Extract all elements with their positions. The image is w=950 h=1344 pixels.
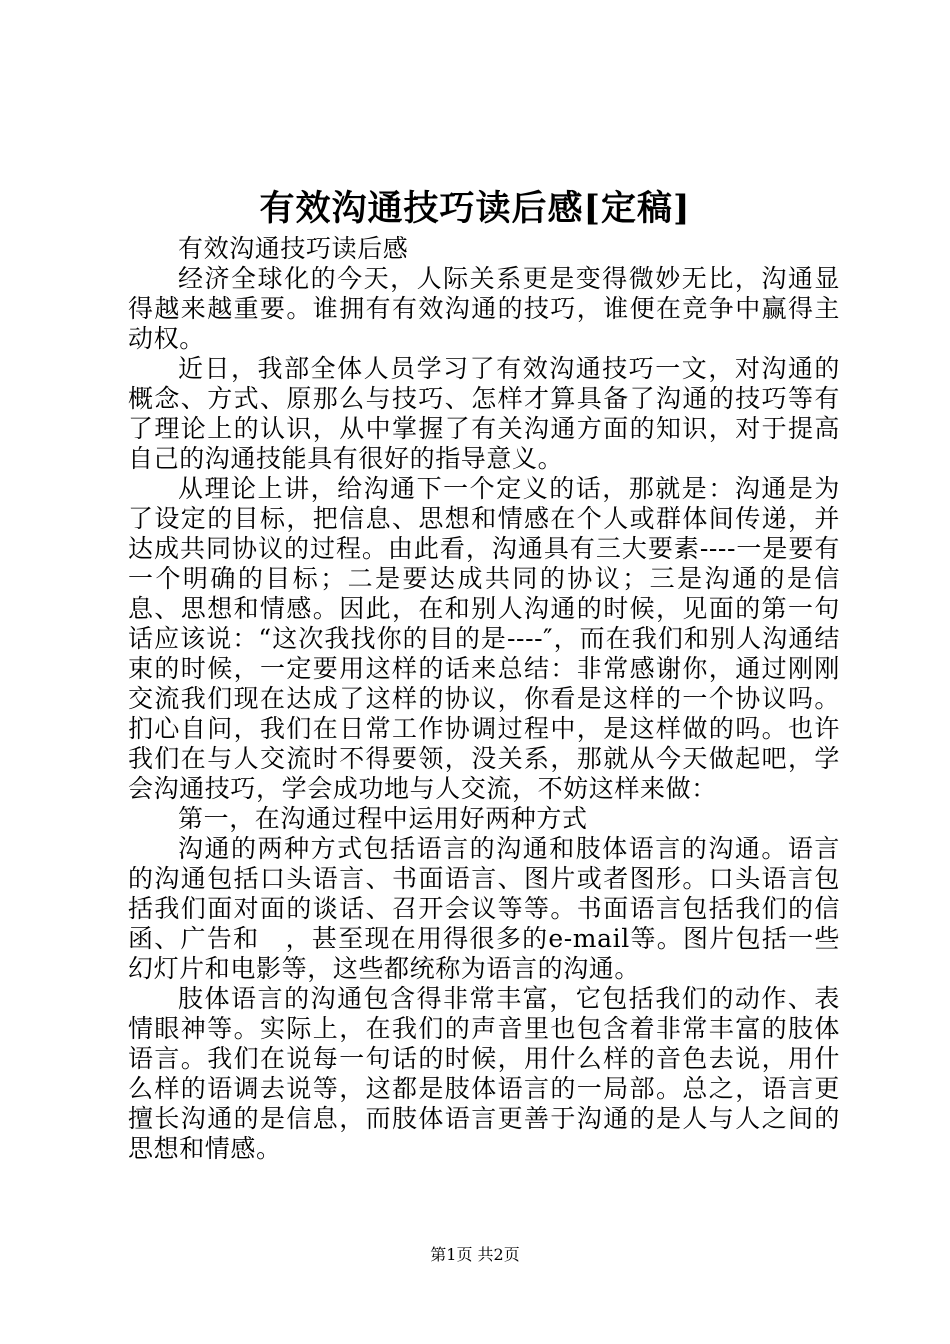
paragraph: 近日，我部全体人员学习了有效沟通技巧一文，对沟通的概念、方式、原那么与技巧、怎样才算具备了沟通的技巧等有了理论上的认识，从中掌握了有关沟通方面的知识，对于提高自己的沟通技能具有很好的指导意义。	[128, 354, 840, 473]
document-body	[128, 234, 840, 1164]
paragraph: 从理论上讲，给沟通下一个定义的话，那就是：沟通是为了设定的目标，把信息、思想和情感在个人或群体间传递，并达成共同协议的过程。由此看，沟通具有三大要素----一是要有一个明确的目标；二是要达成共同的协议；三是沟通的是信息、思想和情感。因此，在和别人沟通的时候，见面的第一句话应该说：“这次我找你的目的是----″，而在我们和别人沟通结束的时候，一定要用这样的话来总结：非常感谢你，通过刚刚交流我们现在达成了这样的协议，你看是这样的一个协议吗。扪心自问，我们在日常工作协调过程中，是这样做的吗。也许我们在与人交流时不得要领，没关系，那就从今天做起吧，学会沟通技巧，学会成功地与人交流，不妨这样来做：	[128, 474, 840, 803]
paragraph: 沟通的两种方式包括语言的沟通和肢体语言的沟通。语言的沟通包括口头语言、书面语言、图片或者图形。口头语言包括我们面对面的谈话、召开会议等等。书面语言包括我们的信函、广告和 ，甚至现在用得很多的e-mail等。图片包括一些幻灯片和电影等，这些都统称为语言的沟通。	[128, 834, 840, 983]
paragraph-heading: 有效沟通技巧读后感	[178, 234, 409, 263]
section-heading: 第一，在沟通过程中运用好两种方式	[178, 804, 588, 833]
page-number: 第1页 共2页	[430, 1245, 520, 1264]
paragraph: 肢体语言的沟通包含得非常丰富，它包括我们的动作、表情眼神等。实际上，在我们的声音里也包含着非常丰富的肢体语言。我们在说每一句话的时候，用什么样的音色去说，用什么样的语调去说等，这都是肢体语言的一局部。总之，语言更擅长沟通的是信息，而肢体语言更善于沟通的是人与人之间的思想和情感。	[128, 984, 840, 1163]
document-title: 有效沟通技巧读后感[定稿]	[259, 188, 691, 229]
paragraph: 经济全球化的今天，人际关系更是变得微妙无比，沟通显得越来越重要。谁拥有有效沟通的技巧，谁便在竞争中赢得主动权。	[128, 264, 840, 353]
